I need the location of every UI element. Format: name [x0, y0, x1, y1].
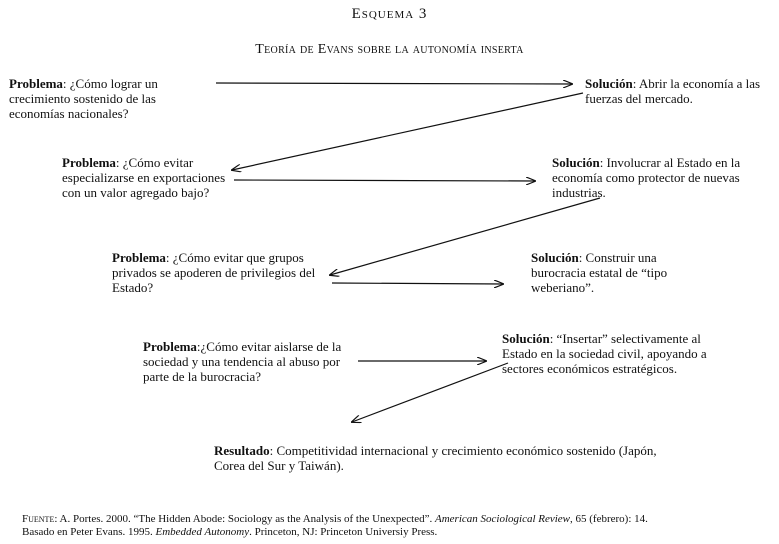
solution-text: : Construir una burocracia estatal de “tipo weberiano”. — [531, 250, 668, 295]
journal-title: American Sociological Review — [435, 513, 571, 525]
solution-label: Solución — [531, 250, 579, 265]
book-title: Embedded Autonomy — [155, 526, 250, 538]
arrow-problem1-to-solution1 — [216, 83, 572, 84]
problem-label: Problema — [62, 155, 116, 170]
diagram-title: Esquema 3 — [351, 6, 428, 22]
result-label: Resultado — [214, 443, 270, 458]
publisher-text: . Princeton, NJ: Princeton Universiy Press. — [249, 526, 438, 538]
problem-text: : ¿Cómo lograr un crecimiento sostenido de las economías nacionales? — [9, 76, 158, 121]
arrow-solution2-to-problem3 — [330, 198, 600, 275]
problem-label: Problema — [9, 76, 63, 91]
arrow-problem2-to-solution2 — [234, 180, 535, 181]
problem-label: Problema — [112, 250, 166, 265]
solution-text: : “Insertar” selectivamente al Estado en la sociedad civil, apoyando a sectores económicos estratégicos. — [502, 331, 707, 376]
result-text: : Competitividad internacional y crecimiento económico sostenido (Japón, Corea del Sur y Taiwán). — [214, 443, 657, 473]
arrow-solution1-to-problem2 — [232, 93, 583, 170]
solution-label: Solución — [502, 331, 550, 346]
source-label: Fuente — [22, 513, 55, 525]
arrow-problem3-to-solution3 — [332, 283, 503, 284]
problem-label: Problema — [143, 339, 197, 354]
based-on-text: Basado en Peter Evans. 1995. — [22, 526, 156, 538]
arrow-solution4-to-result — [352, 363, 508, 422]
solution-text: : Involucrar al Estado en la economía como protector de nuevas industrias. — [552, 155, 741, 200]
footnote-line-2 — [22, 526, 762, 539]
footnote-line-1 — [22, 513, 762, 526]
solution-label: Solución — [552, 155, 600, 170]
problem-text: : ¿Cómo evitar que grupos privados se apoderen de privilegios del Estado? — [112, 250, 316, 295]
source-footnote — [22, 513, 762, 539]
problem-text: :¿Cómo evitar aislarse de la sociedad y una tendencia al abuso por parte de la burocracia? — [143, 339, 342, 384]
problem-text: : ¿Cómo evitar especializarse en exportaciones con un valor agregado bajo? — [62, 155, 226, 200]
solution-text: : Abrir la economía a las fuerzas del mercado. — [585, 76, 761, 106]
source-text-2: , 65 (febrero): 14. — [570, 513, 648, 525]
source-text-1: : A. Portes. 2000. “The Hidden Abode: Sociology as the Analysis of the Unexpected”. — [54, 513, 435, 525]
solution-label: Solución — [585, 76, 633, 91]
diagram-subtitle: Teoría de Evans sobre la autonomía inserta — [255, 42, 524, 57]
